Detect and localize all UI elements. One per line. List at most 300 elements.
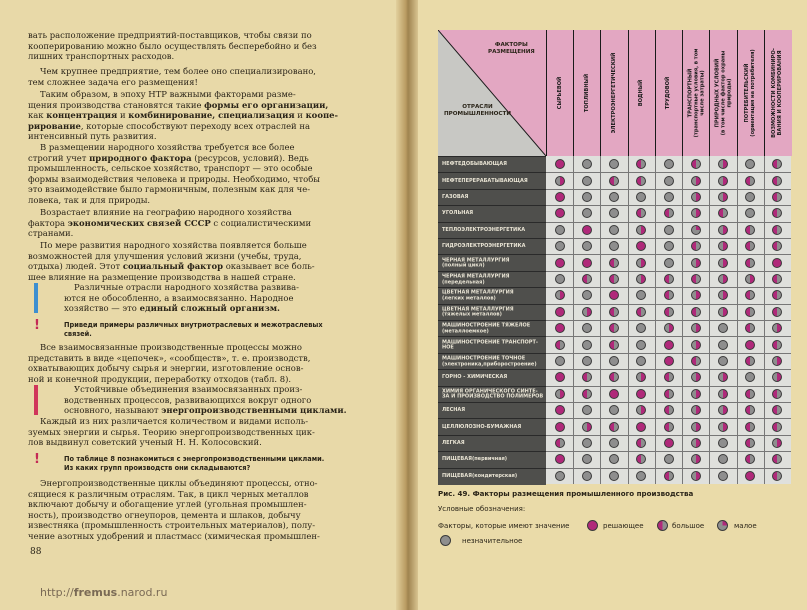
text-line: Приведи примеры различных внутриотраслевых и межотраслевых bbox=[64, 321, 323, 329]
factor-dot bbox=[691, 323, 701, 333]
factor-dot bbox=[636, 438, 646, 448]
factor-dot bbox=[772, 422, 782, 432]
factor-dot bbox=[582, 340, 592, 350]
factor-dot bbox=[555, 192, 565, 202]
paragraph-5 bbox=[28, 207, 368, 239]
factor-dot bbox=[609, 356, 619, 366]
column-header-label: ПОТРЕБИТЕЛЬСКИЙ (ориентация на потребителя) bbox=[744, 49, 757, 137]
text-line: охватывающих добычу сырья и энергии, изготовление основ- bbox=[28, 363, 304, 374]
row-label-text: НЕФТЕПЕРЕРАБАТЫВАЮЩАЯ bbox=[442, 177, 528, 184]
factor-dot bbox=[718, 290, 728, 300]
column-header bbox=[628, 30, 656, 156]
row-label bbox=[438, 435, 546, 452]
factor-dot bbox=[691, 176, 701, 186]
large-dot-icon bbox=[657, 520, 668, 531]
grid-line bbox=[546, 435, 791, 436]
text-line: формы взаимодействия человека и природы. Необходимо, чтобы bbox=[28, 173, 321, 184]
text-line: ются не обособленно, а взаимосвязанно. Народное bbox=[64, 292, 294, 303]
factor-dot bbox=[691, 258, 701, 268]
legend-decisive: решающее bbox=[603, 522, 644, 530]
text-line: отдыха) людей. Этот социальный фактор оказывает все боль- bbox=[28, 261, 315, 272]
factor-dot bbox=[609, 340, 619, 350]
legend-prefix: Факторы, которые имеют значение bbox=[438, 522, 570, 530]
row-label bbox=[438, 336, 546, 353]
factor-dot bbox=[664, 323, 674, 333]
factor-dot bbox=[582, 405, 592, 415]
row-label bbox=[438, 369, 546, 386]
factor-dot bbox=[555, 208, 565, 218]
row-label-text: ЛЕСНАЯ bbox=[442, 407, 466, 414]
factor-dot bbox=[691, 225, 701, 235]
factor-dot bbox=[745, 290, 755, 300]
factor-dot bbox=[555, 454, 565, 464]
factor-dot bbox=[718, 438, 728, 448]
row-label-text: ТЕПЛОЭЛЕКТРОЭНЕРГЕТИКА bbox=[442, 226, 526, 233]
factor-dot bbox=[582, 389, 592, 399]
factor-dot bbox=[636, 159, 646, 169]
factor-dot bbox=[636, 208, 646, 218]
factor-dot bbox=[772, 290, 782, 300]
factor-dot bbox=[745, 225, 755, 235]
factor-dot bbox=[636, 389, 646, 399]
factor-dot bbox=[555, 471, 565, 481]
row-label-text: ЦЕЛЛЮЛОЗНО-БУМАЖНАЯ bbox=[442, 423, 522, 430]
factor-dot bbox=[582, 307, 592, 317]
row-label-text: ХИМИЯ ОРГАНИЧЕСКОГО СИНТЕ- ЗА И ПРОИЗВОДСТВО ПОЛИМЕРОВ bbox=[442, 388, 544, 400]
corner-industries-label: ОТРАСЛИ ПРОМЫШЛЕННОСТИ bbox=[444, 104, 511, 117]
factor-dot bbox=[772, 405, 782, 415]
factor-dot bbox=[555, 422, 565, 432]
factor-dot bbox=[609, 290, 619, 300]
factor-dot bbox=[745, 208, 755, 218]
row-label bbox=[438, 402, 546, 419]
task-2 bbox=[64, 455, 374, 472]
row-label bbox=[438, 271, 546, 288]
factor-dot bbox=[609, 389, 619, 399]
factor-dot bbox=[636, 241, 646, 251]
factor-dot bbox=[718, 192, 728, 202]
factor-dot bbox=[718, 274, 728, 284]
grid-line bbox=[546, 238, 791, 239]
factor-dot bbox=[772, 389, 782, 399]
grid-line bbox=[546, 418, 791, 419]
factor-dot bbox=[772, 454, 782, 464]
text-line: рирование, которые способствуют переходу всех отраслей на bbox=[28, 120, 311, 131]
row-label bbox=[438, 451, 546, 468]
factor-dot bbox=[691, 389, 701, 399]
factor-dot bbox=[745, 422, 755, 432]
factor-dot bbox=[745, 405, 755, 415]
insignificant-dot-icon bbox=[440, 535, 451, 546]
factor-dot bbox=[772, 159, 782, 169]
factor-dot bbox=[664, 307, 674, 317]
factor-dot bbox=[555, 438, 565, 448]
factor-dot bbox=[772, 208, 782, 218]
text-line: вать расположение предприятий-поставщиков, чтобы связи по bbox=[28, 30, 312, 40]
column-header-label: ТРАНСПОРТНЫЙ (транспортные условия, в том числе затраты) bbox=[687, 48, 705, 138]
factor-dot bbox=[582, 192, 592, 202]
text-line: Каждый из них различается количеством и видами исполь- bbox=[40, 416, 309, 426]
grid-line bbox=[546, 353, 791, 354]
row-label bbox=[438, 320, 546, 337]
grid-line bbox=[546, 271, 791, 272]
factor-dot bbox=[772, 192, 782, 202]
factor-dot bbox=[772, 241, 782, 251]
column-header bbox=[682, 30, 710, 156]
paragraph-7 bbox=[28, 342, 368, 384]
text-line: щения производства становятся такие формы его организации, bbox=[28, 99, 329, 110]
factor-dot bbox=[745, 438, 755, 448]
column-header-label: ВОЗМОЖНОСТИ КОМБИНИРО- ВАНИЯ И КООПЕРИРОВАНИЯ bbox=[771, 48, 784, 138]
factor-dot bbox=[582, 258, 592, 268]
text-line: кооперированию можно было осуществлять бесперебойно и без bbox=[28, 40, 317, 51]
factor-dot bbox=[609, 274, 619, 284]
factor-dot bbox=[609, 241, 619, 251]
table-corner-header bbox=[438, 30, 546, 156]
factor-dot bbox=[636, 422, 646, 432]
factor-dot bbox=[691, 290, 701, 300]
exclamation-icon: ! bbox=[34, 318, 40, 333]
factor-dot bbox=[664, 422, 674, 432]
factor-dot bbox=[745, 454, 755, 464]
text-line: Различные отрасли народного хозяйства развива- bbox=[74, 282, 299, 292]
factor-dot bbox=[555, 340, 565, 350]
factor-dot bbox=[636, 192, 646, 202]
factor-dot bbox=[745, 258, 755, 268]
legend-title: Условные обозначения: bbox=[438, 505, 526, 513]
row-label bbox=[438, 189, 546, 206]
factor-dot bbox=[582, 372, 592, 382]
factor-dot bbox=[745, 372, 755, 382]
grid-line bbox=[546, 336, 791, 337]
row-label bbox=[438, 254, 546, 271]
highlight-bar bbox=[34, 385, 38, 415]
highlight-bar bbox=[34, 283, 38, 313]
factor-dot bbox=[691, 274, 701, 284]
text-line: включают добычу и обогащение углей (угольная промышлен- bbox=[28, 499, 307, 510]
factor-dot bbox=[772, 356, 782, 366]
exclamation-icon: ! bbox=[34, 452, 40, 467]
text-line: Энергопроизводственные циклы объединяют процессы, отно- bbox=[40, 478, 318, 488]
factor-dot bbox=[664, 274, 674, 284]
factor-dot bbox=[555, 176, 565, 186]
factor-dot bbox=[664, 258, 674, 268]
row-label bbox=[438, 418, 546, 435]
factor-dot bbox=[555, 258, 565, 268]
text-line: как концентрация и комбинирование, специализация и коопе- bbox=[28, 110, 338, 121]
factor-dot bbox=[582, 290, 592, 300]
factor-dot bbox=[745, 356, 755, 366]
factor-dot bbox=[718, 159, 728, 169]
factor-dot bbox=[745, 176, 755, 186]
column-header bbox=[709, 30, 737, 156]
factor-dot bbox=[664, 389, 674, 399]
factors-table bbox=[438, 30, 791, 484]
factor-dot bbox=[691, 405, 701, 415]
factor-dot bbox=[745, 159, 755, 169]
grid-line bbox=[546, 189, 791, 190]
factor-dot bbox=[636, 405, 646, 415]
row-label bbox=[438, 238, 546, 255]
factor-dot bbox=[691, 372, 701, 382]
factor-dot bbox=[691, 356, 701, 366]
factor-dot bbox=[555, 274, 565, 284]
factor-dot bbox=[772, 307, 782, 317]
factor-dot bbox=[718, 405, 728, 415]
text-line: водственных процессов, развивающихся вокруг одного bbox=[64, 394, 312, 405]
factor-dot bbox=[691, 422, 701, 432]
factor-dot bbox=[772, 258, 782, 268]
legend-small: малое bbox=[734, 522, 757, 530]
grid-line bbox=[546, 287, 791, 288]
factor-dot bbox=[609, 208, 619, 218]
column-header bbox=[600, 30, 628, 156]
watermark[interactable]: http://fremus.narod.ru bbox=[40, 586, 168, 599]
factor-dot bbox=[745, 323, 755, 333]
factor-dot bbox=[636, 356, 646, 366]
text-line: это взаимодействие было гармоничным, полезным как для че- bbox=[28, 184, 311, 195]
factor-dot bbox=[718, 307, 728, 317]
small-dot-icon bbox=[717, 520, 728, 531]
table-grid bbox=[546, 156, 791, 484]
factor-dot bbox=[555, 356, 565, 366]
row-label-text: ЧЕРНАЯ МЕТАЛЛУРГИЯ (передельная) bbox=[442, 273, 510, 285]
factor-dot bbox=[609, 323, 619, 333]
factor-dot bbox=[691, 241, 701, 251]
factor-dot bbox=[582, 274, 592, 284]
factor-dot bbox=[609, 176, 619, 186]
figure-caption: Рис. 49. Факторы размещения промышленного производства bbox=[438, 489, 694, 498]
text-line: Все взаимосвязанные производственные процессы можно bbox=[40, 342, 302, 352]
text-line: лишних транспортных расходов. bbox=[28, 51, 175, 62]
decisive-dot-icon bbox=[587, 520, 598, 531]
factor-dot bbox=[636, 274, 646, 284]
factor-dot bbox=[664, 159, 674, 169]
row-label bbox=[438, 287, 546, 304]
factor-dot bbox=[555, 323, 565, 333]
factor-dot bbox=[555, 290, 565, 300]
paragraph-2 bbox=[28, 66, 368, 87]
factor-dot bbox=[609, 258, 619, 268]
text-line: фактора экономических связей СССР с социалистическими bbox=[28, 217, 312, 228]
factor-dot bbox=[691, 307, 701, 317]
text-line: ной и конечной продукции, переработку отходов (табл. 8). bbox=[28, 373, 292, 384]
factor-dot bbox=[609, 454, 619, 464]
factor-dot bbox=[745, 274, 755, 284]
row-label-text: ПИЩЕВАЯ(первичная) bbox=[442, 456, 508, 463]
factor-dot bbox=[555, 159, 565, 169]
grid-line bbox=[546, 451, 791, 452]
grid-line bbox=[546, 205, 791, 206]
factor-dot bbox=[555, 241, 565, 251]
factor-dot bbox=[718, 258, 728, 268]
factor-dot bbox=[664, 372, 674, 382]
factor-dot bbox=[691, 340, 701, 350]
factor-dot bbox=[718, 389, 728, 399]
factor-dot bbox=[664, 438, 674, 448]
factor-dot bbox=[718, 323, 728, 333]
row-label-text: ГАЗОВАЯ bbox=[442, 194, 469, 201]
factor-dot bbox=[582, 454, 592, 464]
grid-line bbox=[546, 172, 791, 173]
factor-dot bbox=[664, 176, 674, 186]
corner-factors-label: ФАКТОРЫ РАЗМЕЩЕНИЯ bbox=[488, 42, 535, 55]
factor-dot bbox=[691, 208, 701, 218]
factor-dot bbox=[718, 340, 728, 350]
factor-dot bbox=[555, 307, 565, 317]
factor-dot bbox=[582, 438, 592, 448]
paragraph-6 bbox=[28, 240, 368, 282]
text-line: сящиеся к различным отраслям. Так, в цикл черных металлов bbox=[28, 488, 309, 499]
definition-box-2 bbox=[64, 384, 404, 416]
row-label-text: ЛЕГКАЯ bbox=[442, 440, 465, 447]
factor-dot bbox=[664, 471, 674, 481]
factor-dot bbox=[772, 438, 782, 448]
paragraph-1 bbox=[28, 30, 368, 62]
row-label-text: ГОРНО - ХИМИЧЕСКАЯ bbox=[442, 374, 508, 381]
factor-dot bbox=[718, 356, 728, 366]
factor-dot bbox=[664, 241, 674, 251]
factor-dot bbox=[582, 356, 592, 366]
factor-dot bbox=[609, 405, 619, 415]
factor-dot bbox=[582, 471, 592, 481]
factor-dot bbox=[582, 422, 592, 432]
factor-dot bbox=[555, 225, 565, 235]
factor-dot bbox=[609, 372, 619, 382]
text-line: зуемых энергии и сырья. Теорию энергопроизводственных цик- bbox=[28, 426, 315, 437]
row-label bbox=[438, 468, 546, 485]
factor-dot bbox=[691, 159, 701, 169]
text-line: лов выдвинул советский ученый Н. Н. Колосовский. bbox=[28, 437, 262, 448]
page-number: 88 bbox=[30, 547, 42, 557]
paragraph-4 bbox=[28, 142, 368, 206]
factor-dot bbox=[718, 372, 728, 382]
row-label-text: ЦВЕТНАЯ МЕТАЛЛУРГИЯ (легких металлов) bbox=[442, 289, 514, 302]
factor-dot bbox=[691, 192, 701, 202]
factor-dot bbox=[718, 208, 728, 218]
factor-dot bbox=[664, 454, 674, 464]
text-line: связей. bbox=[64, 329, 92, 338]
column-header-label: СЫРЬЕВОЙ bbox=[556, 76, 563, 110]
column-header bbox=[737, 30, 765, 156]
grid-line bbox=[546, 254, 791, 255]
factor-dot bbox=[772, 274, 782, 284]
factor-dot bbox=[718, 471, 728, 481]
factor-dot bbox=[718, 225, 728, 235]
factor-dot bbox=[636, 340, 646, 350]
factor-dot bbox=[609, 225, 619, 235]
column-header bbox=[655, 30, 683, 156]
row-label-text: ГИДРОЭЛЕКТРОЭНЕРГЕТИКА bbox=[442, 243, 526, 250]
factor-dot bbox=[582, 323, 592, 333]
factor-dot bbox=[582, 208, 592, 218]
grid-line bbox=[546, 304, 791, 305]
text-line: В размещении народного хозяйства требуется все более bbox=[40, 142, 295, 152]
grid-line bbox=[546, 386, 791, 387]
factor-dot bbox=[609, 471, 619, 481]
factor-dot bbox=[691, 471, 701, 481]
factor-dot bbox=[745, 241, 755, 251]
factor-dot bbox=[718, 241, 728, 251]
legend-insignificant: незначительное bbox=[462, 537, 523, 545]
text-line: Из каких групп производств они складываются? bbox=[64, 463, 251, 472]
factor-dot bbox=[772, 323, 782, 333]
text-line: основного, называют энергопроизводственными циклами. bbox=[64, 405, 347, 416]
factor-dot bbox=[718, 454, 728, 464]
factor-dot bbox=[636, 290, 646, 300]
text-line: промышленность, сельское хозяйство, транспорт — это особые bbox=[28, 163, 313, 174]
factor-dot bbox=[636, 323, 646, 333]
factor-dot bbox=[772, 225, 782, 235]
factor-dot bbox=[555, 389, 565, 399]
text-line: странами. bbox=[28, 228, 74, 239]
row-label-text: ЧЕРНАЯ МЕТАЛЛУРГИЯ (полный цикл) bbox=[442, 256, 510, 269]
text-line: тем сложнее задача его размещения! bbox=[28, 76, 198, 87]
row-label bbox=[438, 172, 546, 189]
paragraph-9 bbox=[28, 478, 368, 542]
row-label-text: НЕФТЕДОБЫВАЮЩАЯ bbox=[442, 161, 507, 168]
text-line: строгий учет природного фактора (ресурсов, условий). Ведь bbox=[28, 152, 309, 163]
factor-dot bbox=[745, 389, 755, 399]
factor-dot bbox=[609, 159, 619, 169]
factor-dot bbox=[664, 405, 674, 415]
factor-dot bbox=[745, 192, 755, 202]
factor-dot bbox=[582, 241, 592, 251]
column-header-label: ЭЛЕКТРОЭНЕРГЕТИЧЕСКИЙ bbox=[611, 52, 618, 134]
row-label-text: ПИЩЕВАЯ(кондитерская) bbox=[442, 472, 518, 479]
row-label bbox=[438, 353, 546, 370]
factor-dot bbox=[609, 307, 619, 317]
row-label-text: МАШИНОСТРОЕНИЕ ТОЧНОЕ (электроника,приборостроение) bbox=[442, 355, 537, 367]
factor-dot bbox=[664, 208, 674, 218]
row-label bbox=[438, 304, 546, 321]
column-header-label: ТРУДОВОЙ bbox=[665, 76, 672, 110]
factor-dot bbox=[636, 372, 646, 382]
column-header-label: ТОПЛИВНЫЙ bbox=[583, 73, 590, 113]
factor-dot bbox=[691, 454, 701, 464]
factor-dot bbox=[582, 159, 592, 169]
factor-dot bbox=[636, 176, 646, 186]
text-line: Возрастает влияние на географию народного хозяйства bbox=[40, 207, 292, 217]
text-line: чение азотных удобрений и пластмасс (химическая промышлен- bbox=[28, 530, 320, 541]
text-line: известняка (промышленность строительных материалов), полу- bbox=[28, 520, 316, 531]
text-line: ность), производство огнеупоров, цемента и шлаков, добычу bbox=[28, 509, 301, 520]
factor-dot bbox=[664, 225, 674, 235]
row-label-text: ЦВЕТНАЯ МЕТАЛЛУРГИЯ (тяжелых металлов) bbox=[442, 306, 514, 318]
factor-dot bbox=[745, 307, 755, 317]
column-header bbox=[573, 30, 601, 156]
grid-line bbox=[546, 222, 791, 223]
text-line: По мере развития народного хозяйства появляется больше bbox=[40, 240, 307, 250]
column-header bbox=[546, 30, 574, 156]
text-line: представить в виде «цепочек», «сообществ», т. е. производств, bbox=[28, 352, 311, 363]
factor-dot bbox=[664, 340, 674, 350]
definition-box-1 bbox=[64, 282, 404, 314]
row-label bbox=[438, 205, 546, 222]
factor-dot bbox=[691, 438, 701, 448]
factor-dot bbox=[718, 176, 728, 186]
factor-dot bbox=[664, 356, 674, 366]
text-line: хозяйство — это единый сложный организм. bbox=[64, 303, 280, 314]
column-header bbox=[764, 30, 792, 156]
grid-line bbox=[546, 320, 791, 321]
factor-dot bbox=[772, 176, 782, 186]
factor-dot bbox=[609, 438, 619, 448]
factor-dot bbox=[772, 372, 782, 382]
factor-dot bbox=[609, 422, 619, 432]
text-line: шее влияние на размещение производства в нашей стране. bbox=[28, 271, 296, 282]
factor-dot bbox=[555, 405, 565, 415]
